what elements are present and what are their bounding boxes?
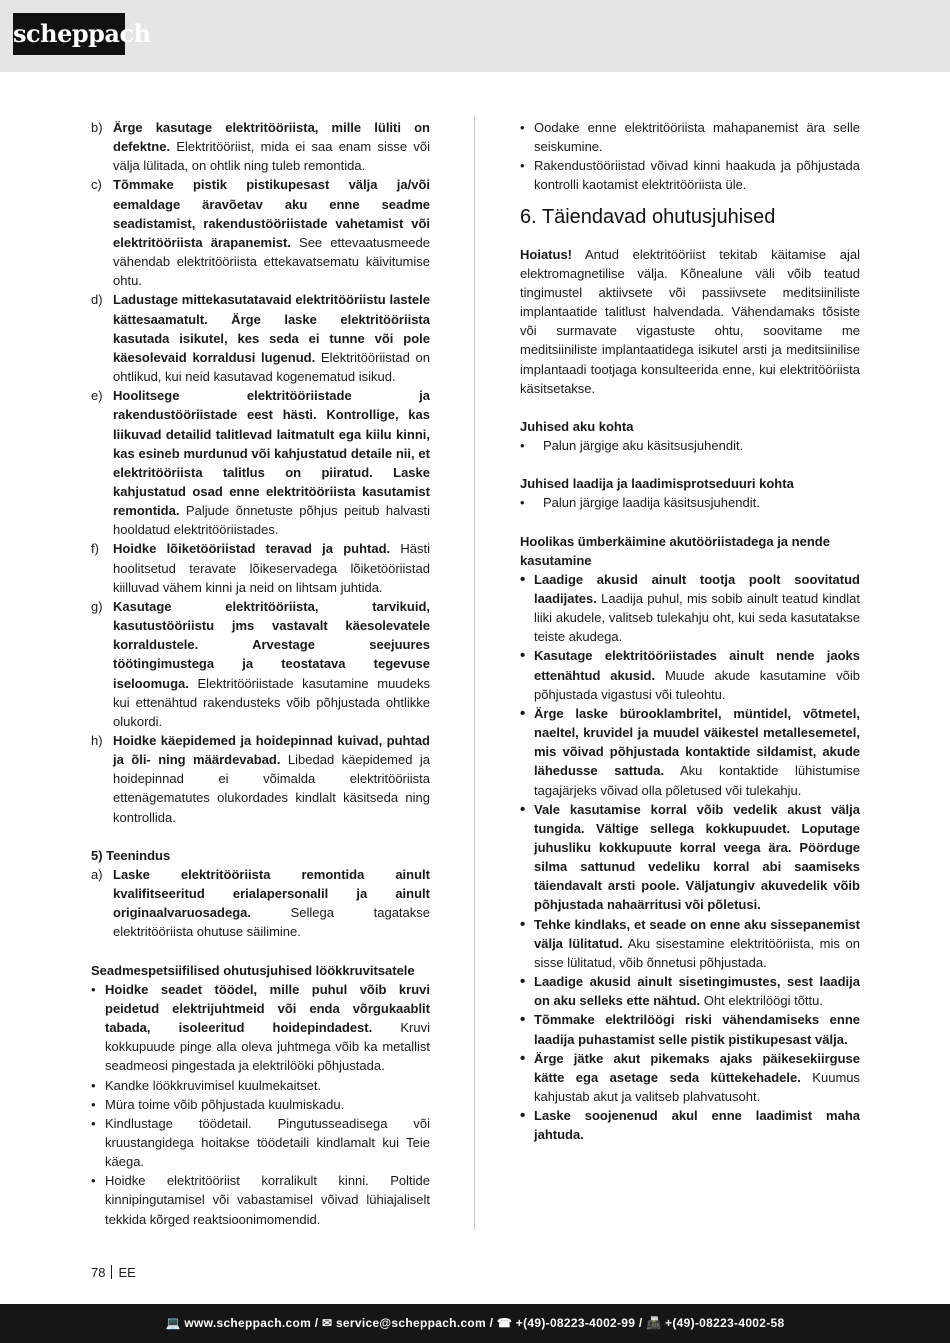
page-number-separator (111, 1265, 112, 1279)
bullet-item: • Laadige akusid ainult tootja poolt soovitatud laadijates. Laadija puhul, mis sobib ainult teatud kindlat liiki akudele, valitseb tulekahju oht, kui seda kasutatakse teiste akudega. (520, 570, 860, 645)
bullet-item: • Hoidke seadet töödel, mille puhul võib kruvi peidetud elektrijuhtmeid või enda võrgukaablit tabada, isoleeritud hoidepindadest. Kruvi kokkupuude pinge alla oleva juhtmega võib ka metallist seadmeosi pingestada ja elektrilööki põhjustada. (91, 981, 430, 1074)
bullet-item: • Rakendustööriistad võivad kinni haakuda ja põhjustada kontrolli kaotamist elektritööriista üle. (520, 158, 860, 193)
bullet-item: • Palun järgige aku käsitsusjuhendit. (520, 438, 744, 454)
charger-heading: Juhised laadija ja laadimisprotseduuri kohta (520, 476, 794, 492)
bullet-item: • Tehke kindlaks, et seade on enne aku sissepanemist välja lülitatud. Aku sisestamine elektritööriista, mis on sisse lülitatud, võib õnnetusi põhjustada. (520, 915, 860, 970)
scheppach-logo: scheppach (13, 13, 125, 55)
list-item-f: f) Hoidke lõiketööriistad teravad ja puhtad. Hästi hoolitsetud teravate lõikeservadega lõiketööriistad kiilluvad vähem kinni ja neid on lihtsam juhtida. (91, 541, 430, 595)
care-heading: Hoolikas ümberkäimine akutööriistadega ja nende kasutamine (520, 533, 830, 568)
bullet-item: • Kandke löökkruvimisel kuulmekaitset. (91, 1077, 322, 1093)
specific-heading: Seadmespetsiifilised ohutusjuhised löökkruvitsatele (91, 962, 415, 978)
bullet-item: • Tõmmake elektrilöögi riski vähendamiseks enne laadija puhastamist selle pistik pistikupesast välja. (520, 1011, 860, 1047)
list-item-h: h) Hoidke käepidemed ja hoidepinnad kuivad, puhtad ja õli- ning määrdevabad. Libedad käepidemed ja hoidepinnad ei võimalda elektritööriista ettenägematutes olukordades kindlalt käsitseda ning kontrollida. (91, 733, 430, 825)
right-column (520, 118, 860, 1145)
bullet-item: • Ärge laske bürooklambritel, müntidel, võtmetel, naeltel, kruvidel ja muudel väikestel metallesemetel, mis võivad põhjustada kontaktide sildamist, akude lähedusse sattuda. Aku kontaktide lühistumise tagajärjeks võivad olla põletused või tulekahju. (520, 704, 860, 798)
bullet-item: • Hoidke elektritööriist korralikult kinni. Poltide kinnipingutamisel või vabastamisel võivad lühiajaliselt tekkida kõrged reaktsioonimomendid. (91, 1173, 430, 1227)
bullet-item: • Ärge jätke akut pikemaks ajaks päikesekiirguse kätte ega asetage seda küttekehadele. Kuumus kahjustab akut ja valitseb plahvatusoht. (520, 1049, 861, 1105)
warning-paragraph: Hoiatus! Antud elektritööriist tekitab käitamise ajal elektromagnetilise välja. Kõnealune väli võib teatud tingimustel aktiivsete või passiivsete meditsiiniliste implantaatide talitlust halvendada. Vähendamaks tõsiste või surmavate vigastuste ohtu, soovitame me meditsiiniliste implantaatidega isikutel arsti ja meditsiinilise implantaadi tootjaga konsulteerida enne, kui elektritööriista käsitsetakse. (520, 246, 860, 396)
bullet-item: • Laadige akusid ainult sisetingimustes, sest laadija on aku selleks ette nähtud. Oht elektrilöögi tõttu. (520, 973, 860, 1009)
page-language: EE (118, 1265, 136, 1280)
list-item-g: g) Kasutage elektritööriista, tarvikuid, kasutustööriistu jms vastavalt käesolevatele korraldustele. Arvestage seejuures töötingimustega ja teostatava tegevuse iseloomuga. Elektritööriistade kasutamine muudeks kui ettenähtud rakendusteks võib põhjustada ohtlikke olukordi. (91, 598, 430, 729)
bullet-item: • Oodake enne elektritööriista mahapanemist ära selle seiskumine. (520, 120, 860, 155)
left-column (91, 118, 430, 1229)
page-number-value: 78 (91, 1265, 106, 1280)
section-title: 6. Täiendavad ohutusjuhised (520, 205, 776, 228)
bullet-item: • Müra toime võib põhjustada kuulmiskadu. (91, 1096, 345, 1112)
battery-heading: Juhised aku kohta (520, 418, 634, 434)
list-item-c: c) Tõmmake pistik pistikupesast välja ja/või eemaldage äravõetav aku enne seadme seadistamist, rakendustööriistade vahetamist või elektritööriista ärapanemist. See ettevaatusmeede vähendab elektritööriista ettekavatsematu käivitumise ohtu. (91, 177, 430, 289)
page-header (0, 0, 950, 72)
bullet-item: • Kindlustage töödetail. Pingutusseadisega või kruustangidega hoitakse töödetaili kindlamalt kui Teie käega. (91, 1115, 430, 1170)
list-item-b: b) Ärge kasutage elektritööriista, mille lüliti on defektne. Elektritööriist, mida ei saa enam sisse või välja lülitada, on ohtlik ning tuleb remontida. (91, 120, 430, 174)
service-heading: 5) Teenindus (91, 847, 171, 863)
column-divider (474, 115, 475, 1230)
page-footer (0, 1304, 950, 1343)
list-item-e: e) Hoolitsege elektritööriistade ja rakendustööriistade eest hästi. Kontrollige, kas liikuvad detailid talitlevad laitmatult ega kiilu kinni, kas esineb murdunud või kahjustatud detaile nii, et elektritööriista talitlus on piiratud. Laske kahjustatud osad enne elektritööriista kasutamist remontida. Paljude õnnetuste põhjus peitub halvasti hooldatud elektritööriistades. (91, 388, 430, 538)
bullet-item: • Laske soojenenud akul enne laadimist maha jahtuda. (520, 1107, 860, 1143)
bullet-item: • Kasutage elektritööriistades ainult nende jaoks ettenähtud akusid. Muude akude kasutamine võib põhjustada vigastusi või tuleohtu. (520, 647, 860, 702)
list-item-d: d) Ladustage mittekasutatavaid elektritööriistu lastele kättesaamatult. Ärge laske elektritööriista kasutada isikutel, kes seda ei tunne või pole käesolevaid korraldusi lugenud. Elektritööriistad on ohtlikud, kui neid kasutavad kogenematud isikud. (91, 292, 430, 385)
footer-contact: 💻 www.scheppach.com / ✉ service@scheppach.com / ☎ +(49)-08223-4002-99 / 📠 +(49)-08223-4002-58 (165, 1316, 785, 1330)
list-item-a: a) Laske elektritööriista remontida ainult kvalifitseeritud erialapersonalil ja ainult originaalvaruosadega. Sellega tagatakse elektritööriista ohutuse säilimine. (91, 866, 430, 940)
bullet-item: • Palun järgige laadija käsitsusjuhendit. (520, 495, 760, 511)
page-number (91, 1265, 136, 1280)
bullet-item: • Vale kasutamise korral võib vedelik akust välja tungida. Vältige sellega kokkupuudet. Loputage juhusliku kokkupuute korral veega ära. Pöörduge silma sattunud vedeliku korral abi saamiseks täiendavalt arsti poole. Väljatungiv akuvedelik võib põhjustada nahaärritusi või põletusi. (520, 800, 860, 913)
